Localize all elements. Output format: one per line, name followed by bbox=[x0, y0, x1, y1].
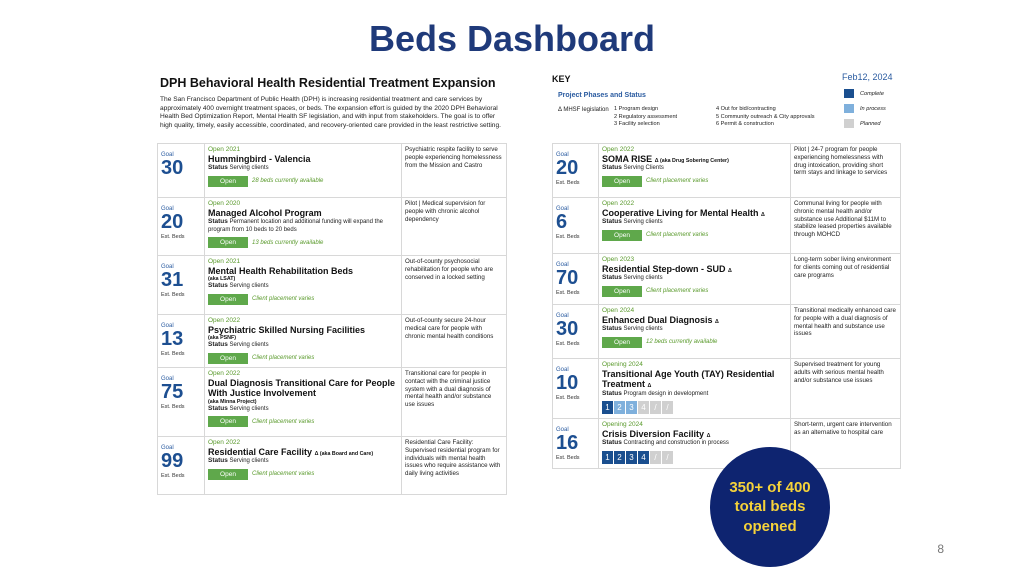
program-name bbox=[208, 208, 398, 218]
phase-item: 1 Program design bbox=[614, 106, 659, 112]
est-beds-label: Est. Beds bbox=[556, 455, 580, 461]
goal-cell bbox=[158, 198, 205, 256]
open-status-row bbox=[602, 176, 787, 187]
phase-step: / bbox=[650, 401, 661, 414]
goal-cell bbox=[553, 254, 599, 305]
status-text: Program design in development bbox=[623, 390, 709, 397]
program-row bbox=[553, 305, 901, 359]
program-name-text: Enhanced Dual Diagnosis bbox=[602, 315, 713, 325]
program-description: Psychiatric respite facility to serve people experiencing homelessness from the Mission and Castro bbox=[402, 144, 507, 198]
legend-item bbox=[844, 116, 886, 131]
open-year: Open 2020 bbox=[208, 200, 241, 207]
status-text: Serving clients bbox=[229, 458, 269, 465]
program-name-text: Crisis Diversion Facility bbox=[602, 429, 705, 439]
program-row bbox=[553, 359, 901, 419]
open-status-row bbox=[602, 286, 787, 297]
program-status bbox=[208, 405, 398, 414]
open-year: Open 2023 bbox=[602, 256, 635, 263]
program-name-text: SOMA RISE bbox=[602, 154, 653, 164]
open-status-badge: Open bbox=[602, 230, 642, 241]
goal-number: 13 bbox=[161, 328, 184, 350]
program-name-text: Psychiatric Skilled Nursing Facilities bbox=[208, 325, 366, 335]
phases-col-2 bbox=[716, 106, 815, 129]
open-status-badge: Open bbox=[208, 469, 248, 480]
program-status bbox=[602, 274, 787, 283]
program-description: Communal living for people with chronic mental health and/or substance use Additional $11M to stabilize leased properties available through MOHCD bbox=[791, 198, 901, 254]
program-name-suffix: Δ bbox=[706, 433, 711, 439]
program-cell bbox=[599, 359, 791, 419]
program-name-text: Mental Health Rehabilitation Beds bbox=[208, 266, 354, 276]
status-text: Permanent location and additional funding will expand the program from 10 beds to 20 beds bbox=[208, 219, 383, 233]
availability-note: 28 beds currently available bbox=[252, 178, 324, 185]
program-name bbox=[208, 447, 398, 457]
availability-note: Client placement varies bbox=[252, 355, 315, 362]
goal-cell bbox=[158, 256, 205, 315]
open-status-badge: Open bbox=[602, 337, 642, 348]
goal-cell bbox=[158, 144, 205, 198]
program-cell bbox=[205, 198, 402, 256]
est-beds-label: Est. Beds bbox=[556, 395, 580, 401]
status-label: Status bbox=[208, 341, 228, 349]
availability-note: Client placement varies bbox=[646, 288, 709, 295]
program-cell bbox=[599, 144, 791, 198]
open-status-row bbox=[208, 353, 398, 364]
program-name-text: Residential Care Facility bbox=[208, 447, 313, 457]
program-description: Pilot | Medical supervision for people with chronic alcohol dependency bbox=[402, 198, 507, 256]
key-panel bbox=[552, 72, 902, 132]
phase-item: 4 Out for bid/contracting bbox=[716, 106, 776, 112]
program-status bbox=[602, 325, 787, 334]
program-name-text: Transitional Age Youth (TAY) Residential Treatment bbox=[602, 369, 775, 390]
goal-label: Goal bbox=[556, 313, 569, 319]
program-name-suffix: Δ bbox=[728, 268, 732, 274]
goal-label: Goal bbox=[161, 376, 174, 382]
open-year: Open 2021 bbox=[208, 146, 241, 153]
status-label: Status bbox=[208, 404, 228, 412]
program-status bbox=[208, 341, 398, 350]
program-name bbox=[602, 429, 787, 439]
status-label: Status bbox=[602, 325, 622, 333]
open-year: Open 2022 bbox=[602, 200, 635, 207]
open-year: Open 2022 bbox=[602, 146, 635, 153]
program-name-suffix: Δ (aka Board and Care) bbox=[314, 451, 374, 457]
program-status bbox=[208, 457, 398, 466]
est-beds-label: Est. Beds bbox=[161, 473, 185, 479]
est-beds-label: Est. Beds bbox=[161, 351, 185, 357]
phase-step: / bbox=[662, 401, 673, 414]
goal-number: 31 bbox=[161, 269, 184, 291]
legend-label: Complete bbox=[860, 90, 884, 97]
phase-step: 4 bbox=[638, 401, 649, 414]
status-text: Serving clients bbox=[229, 165, 269, 172]
open-status-row bbox=[208, 237, 398, 248]
phase-item: 3 Facility selection bbox=[614, 121, 660, 128]
program-status bbox=[208, 218, 398, 234]
availability-note: Client placement varies bbox=[646, 178, 709, 185]
date-label: Feb12, 2024 bbox=[842, 72, 893, 82]
program-status bbox=[602, 218, 787, 227]
phase-item: 6 Permit & construction bbox=[716, 121, 774, 128]
phase-step: 2 bbox=[614, 401, 625, 414]
phase-step: 4 bbox=[638, 451, 649, 464]
phase-steps bbox=[602, 401, 787, 414]
availability-note: 13 beds currently available bbox=[252, 239, 324, 246]
phase-step: / bbox=[650, 451, 661, 464]
open-status-badge: Open bbox=[208, 353, 248, 364]
est-beds-label: Est. Beds bbox=[556, 234, 580, 240]
program-row bbox=[553, 254, 901, 305]
legend-item bbox=[844, 86, 886, 101]
program-name bbox=[602, 369, 787, 390]
status-label: Status bbox=[602, 218, 622, 226]
goal-cell bbox=[158, 437, 205, 495]
key-title: KEY bbox=[552, 74, 571, 84]
phase-step: / bbox=[662, 451, 673, 464]
status-label: Status bbox=[602, 439, 622, 447]
legend-swatch bbox=[844, 104, 854, 113]
est-beds-label: Est. Beds bbox=[161, 234, 185, 240]
program-cell bbox=[205, 437, 402, 495]
open-status-row bbox=[602, 230, 787, 241]
program-name bbox=[602, 264, 787, 274]
goal-label: Goal bbox=[161, 323, 174, 329]
right-program-table bbox=[552, 143, 901, 469]
open-status-row bbox=[208, 469, 398, 480]
goal-cell bbox=[553, 198, 599, 254]
goal-cell bbox=[158, 315, 205, 368]
program-cell bbox=[205, 368, 402, 437]
program-row bbox=[158, 437, 507, 495]
program-cell bbox=[599, 254, 791, 305]
program-name bbox=[208, 325, 398, 335]
status-label: Status bbox=[208, 282, 228, 290]
program-status bbox=[602, 164, 787, 173]
status-text: Contracting and construction in process bbox=[623, 440, 729, 447]
program-aka: (aka Minna Project) bbox=[208, 398, 257, 405]
program-row bbox=[158, 144, 507, 198]
program-name-suffix: Δ bbox=[715, 319, 719, 325]
goal-number: 6 bbox=[556, 211, 568, 233]
goal-number: 30 bbox=[556, 318, 579, 340]
goal-number: 20 bbox=[556, 157, 579, 179]
left-header bbox=[160, 76, 505, 131]
program-description: Residential Care Facility: Supervised residential program for individuals with mental health issues who require assistance with daily living activities bbox=[402, 437, 507, 495]
open-year: Opening 2024 bbox=[602, 421, 643, 428]
availability-note: Client placement varies bbox=[252, 418, 315, 425]
status-label: Status bbox=[602, 274, 622, 282]
delta-legend: Δ MHSF legislation bbox=[558, 107, 609, 113]
program-description: Transitional care for people in contact with the criminal justice system with a dual diagnosis of mental health and/or substance use issues bbox=[402, 368, 507, 437]
program-description: Long-term sober living environment for clients coming out of residential care programs bbox=[791, 254, 901, 305]
phase-step: 1 bbox=[602, 401, 613, 414]
phase-item: 2 Regulatory assessment bbox=[614, 113, 678, 120]
program-description: Pilot | 24-7 program for people experiencing homelessness with drug intoxication, providing short term stays and linkage to services bbox=[791, 144, 901, 198]
open-year: Open 2022 bbox=[208, 370, 241, 377]
intro-text: The San Francisco Department of Public Health (DPH) is increasing residential treatment and care services by approximately 400 overnight treatment spaces, or beds. The expansion effort is guided by the 2020 DPH Behavioral Health Bed Optimization Report, Mental Health SF legislation, and with input from stakeholders. The goal is to offer high quality, timely, easily accessible, coordinated, and recovery-oriented care provided in the least restrictive setting. bbox=[160, 96, 501, 130]
program-description: Out-of-county secure 24-hour medical care for people with chronic mental health conditions bbox=[402, 315, 507, 368]
goal-number: 70 bbox=[556, 267, 579, 289]
status-label: Status bbox=[602, 164, 622, 172]
program-cell bbox=[599, 198, 791, 254]
page-title: Beds Dashboard bbox=[368, 18, 656, 59]
availability-note: 12 beds currently available bbox=[646, 339, 718, 346]
open-status-badge: Open bbox=[602, 286, 642, 297]
program-name-text: Dual Diagnosis Transitional Care for People With Justice Involvement bbox=[208, 378, 396, 399]
program-row bbox=[158, 256, 507, 315]
phase-step: 2 bbox=[614, 451, 625, 464]
goal-number: 75 bbox=[161, 381, 184, 403]
goal-label: Goal bbox=[161, 206, 174, 212]
open-year: Open 2021 bbox=[208, 258, 241, 265]
goal-cell bbox=[553, 144, 599, 198]
open-year: Open 2022 bbox=[208, 439, 241, 446]
program-name-suffix: Δ bbox=[761, 212, 765, 218]
open-status-badge: Open bbox=[208, 176, 248, 187]
open-year: Opening 2024 bbox=[602, 361, 643, 368]
program-name bbox=[602, 208, 787, 218]
program-description: Supervised treatment for young adults with serious mental health and/or substance use issues bbox=[791, 359, 901, 419]
status-text: Serving clients bbox=[623, 275, 663, 282]
availability-note: Client placement varies bbox=[646, 232, 709, 239]
goal-number: 30 bbox=[161, 157, 184, 179]
program-row bbox=[158, 315, 507, 368]
program-status bbox=[602, 390, 787, 399]
program-row bbox=[553, 419, 901, 469]
open-status-badge: Open bbox=[208, 294, 248, 305]
open-status-row bbox=[208, 294, 398, 305]
status-label: Status bbox=[208, 218, 228, 226]
beds-opened-badge: 350+ of 400 total beds opened bbox=[710, 447, 830, 567]
open-status-badge: Open bbox=[602, 176, 642, 187]
program-name-text: Residential Step-down - SUD bbox=[602, 264, 726, 274]
phase-step: 3 bbox=[626, 451, 637, 464]
open-year: Open 2022 bbox=[208, 317, 241, 324]
goal-label: Goal bbox=[556, 206, 569, 212]
program-name bbox=[208, 266, 398, 276]
program-aka: (aka PSNF) bbox=[208, 335, 236, 342]
goal-label: Goal bbox=[161, 152, 174, 158]
program-name bbox=[602, 154, 787, 164]
program-aka: (aka LSAT) bbox=[208, 276, 236, 283]
availability-note: Client placement varies bbox=[252, 471, 315, 478]
program-status bbox=[208, 282, 398, 291]
est-beds-label: Est. Beds bbox=[556, 341, 580, 347]
goal-cell bbox=[553, 419, 599, 469]
status-text: Serving clients bbox=[229, 405, 269, 412]
legend-label: Planned bbox=[860, 120, 881, 127]
est-beds-label: Est. Beds bbox=[556, 290, 580, 296]
open-status-row bbox=[208, 176, 398, 187]
status-text: Serving clients bbox=[229, 342, 269, 349]
key-subtitle: Project Phases and Status bbox=[558, 92, 646, 99]
legend-swatch bbox=[844, 119, 854, 128]
phase-step: 3 bbox=[626, 401, 637, 414]
left-program-table bbox=[157, 143, 507, 495]
goal-label: Goal bbox=[556, 262, 569, 268]
legend-item bbox=[844, 101, 886, 116]
program-name-suffix: Δ (aka Drug Sobering Center) bbox=[654, 158, 729, 164]
goal-number: 10 bbox=[556, 372, 579, 394]
status-text: Serving Clients bbox=[623, 165, 664, 172]
slide-number: 8 bbox=[937, 542, 944, 556]
goal-label: Goal bbox=[556, 152, 569, 158]
status-label: Status bbox=[208, 164, 228, 172]
program-row bbox=[553, 198, 901, 254]
program-row bbox=[158, 198, 507, 256]
goal-cell bbox=[553, 305, 599, 359]
section-title: DPH Behavioral Health Residential Treatment Expansion bbox=[160, 76, 496, 90]
phase-item: 5 Community outreach & City approvals bbox=[716, 113, 815, 120]
goal-label: Goal bbox=[161, 264, 174, 270]
program-description: Short-term, urgent care intervention as an alternative to hospital care bbox=[791, 419, 901, 469]
goal-number: 99 bbox=[161, 450, 184, 472]
program-cell bbox=[205, 315, 402, 368]
program-name bbox=[602, 315, 787, 325]
program-description: Out-of-county psychosocial rehabilitation for people who are conserved in a locked setting bbox=[402, 256, 507, 315]
est-beds-label: Est. Beds bbox=[556, 180, 580, 186]
program-name-text: Managed Alcohol Program bbox=[208, 208, 322, 218]
goal-label: Goal bbox=[556, 367, 569, 373]
status-text: Serving clients bbox=[229, 283, 269, 290]
goal-cell bbox=[553, 359, 599, 419]
program-row bbox=[158, 368, 507, 437]
program-name-text: Hummingbird - Valencia bbox=[208, 154, 311, 164]
status-text: Serving clients bbox=[623, 219, 663, 226]
availability-note: Client placement varies bbox=[252, 296, 315, 303]
program-cell bbox=[205, 256, 402, 315]
phase-step: 1 bbox=[602, 451, 613, 464]
program-name-suffix: Δ bbox=[647, 383, 652, 390]
est-beds-label: Est. Beds bbox=[161, 292, 185, 298]
est-beds-label: Est. Beds bbox=[161, 404, 185, 410]
program-status bbox=[602, 439, 787, 448]
status-label: Status bbox=[208, 457, 228, 465]
goal-label: Goal bbox=[161, 445, 174, 451]
phases-col-1 bbox=[614, 106, 677, 129]
legend-label: In process bbox=[860, 105, 886, 112]
goal-cell bbox=[158, 368, 205, 437]
program-name bbox=[208, 378, 398, 399]
status-label: Status bbox=[602, 389, 622, 397]
open-status-row bbox=[208, 416, 398, 427]
status-legend bbox=[844, 86, 886, 131]
status-text: Serving clients bbox=[623, 326, 663, 333]
goal-label: Goal bbox=[556, 427, 569, 433]
program-cell bbox=[599, 305, 791, 359]
open-status-badge: Open bbox=[208, 416, 248, 427]
goal-number: 16 bbox=[556, 432, 579, 454]
legend-swatch bbox=[844, 89, 854, 98]
open-status-row bbox=[602, 337, 787, 348]
open-status-badge: Open bbox=[208, 237, 248, 248]
program-name bbox=[208, 154, 398, 164]
open-year: Open 2024 bbox=[602, 307, 635, 314]
program-status bbox=[208, 164, 398, 173]
program-cell bbox=[205, 144, 402, 198]
program-name-text: Cooperative Living for Mental Health bbox=[602, 208, 759, 218]
program-row bbox=[553, 144, 901, 198]
goal-number: 20 bbox=[161, 211, 184, 233]
program-description: Transitional medically enhanced care for people with a dual diagnosis of mental health and substance use issues bbox=[791, 305, 901, 359]
